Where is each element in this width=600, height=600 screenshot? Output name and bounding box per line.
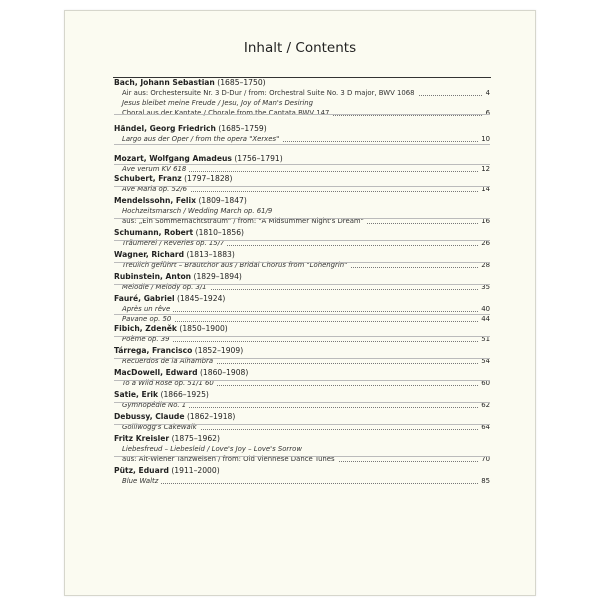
entry-separator (114, 114, 490, 115)
composer-name: Wagner, Richard (114, 250, 185, 259)
work-title: aus: „Ein Sommernachtstraum" / from: "A Midsummer Night's Dream" (122, 217, 367, 225)
entry-separator (114, 164, 490, 165)
work-title: Träumerei / Reveries op. 15/7 (122, 239, 227, 247)
work-line (114, 108, 490, 118)
page-number: 4 (483, 88, 490, 98)
composer-dates: (1862–1918) (186, 412, 236, 421)
composer-name: Fritz Kreisler (114, 434, 170, 443)
toc-entry (114, 367, 490, 388)
entry-separator (114, 358, 490, 359)
work-title: Pavane op. 50 (122, 315, 174, 323)
composer-heading (114, 323, 490, 334)
toc-entry (114, 195, 490, 226)
composer-heading (114, 271, 490, 282)
work-title: To a Wild Rose op. 51/1 60 (122, 379, 217, 387)
composer-name: Händel, Georg Friedrich (114, 124, 216, 133)
composer-heading (114, 411, 490, 422)
composer-heading (114, 367, 490, 378)
composer-heading (114, 153, 490, 164)
page-title: Inhalt / Contents (243, 40, 357, 56)
page-number: 26 (478, 238, 490, 248)
work-title: Après un rêve (122, 305, 173, 313)
entry-separator (114, 336, 490, 337)
work-line (114, 88, 490, 98)
composer-heading (114, 293, 490, 304)
page-number: 6 (483, 108, 490, 118)
composer-heading (114, 173, 490, 184)
work-title: Poème op. 39 (122, 335, 173, 343)
composer-dates: (1813–1883) (186, 250, 235, 259)
composer-dates: (1845–1924) (177, 294, 226, 303)
toc-entry (114, 249, 490, 270)
page-number: 10 (478, 134, 490, 144)
composer-dates: (1850–1900) (179, 324, 228, 333)
work-title: Hochzeitsmarsch / Wedding March op. 61/9 (122, 207, 275, 215)
book-page (64, 10, 536, 596)
composer-heading (114, 389, 490, 400)
page-number: 62 (478, 400, 490, 410)
work-title: Largo aus der Oper / from the opera "Xerxes" (122, 135, 282, 143)
page-number: 35 (478, 282, 490, 292)
toc-entry (114, 123, 490, 144)
composer-dates: (1911–2000) (171, 466, 220, 475)
toc-entry (114, 389, 490, 410)
composer-name: Tárrega, Francisco (114, 346, 193, 355)
page-number: 44 (478, 314, 490, 324)
work-title: Ave verum KV 618 (122, 165, 189, 173)
toc-entry (114, 345, 490, 366)
page-number: 85 (478, 476, 490, 486)
page-number: 64 (478, 422, 490, 432)
entry-separator (114, 402, 490, 403)
toc-entry (114, 77, 490, 118)
composer-name: Satie, Erik (114, 390, 159, 399)
page-number: 54 (478, 356, 490, 366)
entry-separator (114, 218, 490, 219)
work-line (114, 476, 490, 486)
composer-name: Mozart, Wolfgang Amadeus (114, 154, 232, 163)
work-title: Liebesfreud – Liebesleid / Love's Joy – Love's Sorrow (122, 445, 305, 453)
composer-name: Pütz, Eduard (114, 466, 169, 475)
page-number: 12 (478, 164, 490, 174)
work-title: Recuerdos de la Alhambra (122, 357, 216, 365)
entry-separator (114, 456, 490, 457)
composer-dates: (1829–1894) (193, 272, 242, 281)
composer-heading (114, 465, 490, 476)
composer-heading (114, 433, 490, 444)
composer-heading (114, 123, 490, 134)
entry-separator (114, 314, 490, 315)
composer-heading (114, 77, 490, 88)
work-title: Melodie / Melody op. 3/1 (122, 283, 210, 291)
toc-entry (114, 173, 490, 194)
composer-name: Fibich, Zdeněk (114, 324, 177, 333)
composer-name: Mendelssohn, Felix (114, 196, 197, 205)
composer-dates: (1875–1962) (171, 434, 220, 443)
composer-dates: (1685–1750) (217, 78, 266, 87)
page-number: 51 (478, 334, 490, 344)
page-number: 40 (478, 304, 490, 314)
work-title: Blue Waltz (122, 477, 161, 485)
work-title: Air aus: Orchestersuite Nr. 3 D-Dur / from: Orchestral Suite No. 3 D major, BWV 1068 (122, 89, 418, 97)
composer-name: Schubert, Franz (114, 174, 182, 183)
composer-name: Debussy, Claude (114, 412, 185, 421)
composer-name: Fauré, Gabriel (114, 294, 175, 303)
work-line (114, 98, 490, 108)
toc-entry (114, 271, 490, 292)
dot-leader (122, 304, 490, 312)
work-title: Treulich geführt – Brautchor aus / Bridal Chorus from "Lohengrin" (122, 261, 350, 269)
composer-heading (114, 249, 490, 260)
toc-entry (114, 465, 490, 486)
work-line (114, 304, 490, 314)
composer-name: MacDowell, Edward (114, 368, 198, 377)
entry-separator (114, 424, 490, 425)
work-title: Ave Maria op. 52/6 (122, 185, 190, 193)
composer-dates: (1685–1759) (218, 124, 267, 133)
entry-separator (114, 186, 490, 187)
composer-heading (114, 345, 490, 356)
toc-entry (114, 323, 490, 344)
work-line (114, 206, 490, 216)
composer-name: Bach, Johann Sebastian (114, 78, 215, 87)
composer-heading (114, 227, 490, 238)
composer-dates: (1860–1908) (199, 368, 249, 377)
entry-separator (114, 262, 490, 263)
work-title: Gymnopédie No. 1 (122, 401, 189, 409)
composer-dates: (1756–1791) (234, 154, 283, 163)
toc-entry (114, 227, 490, 248)
work-title: Golliwogg's Cakewalk (122, 423, 200, 431)
page-number: 70 (478, 454, 490, 464)
entry-separator (114, 380, 490, 381)
work-title: Choral aus der Kantate / Chorale from the Cantata BWV 147 (122, 109, 332, 117)
toc-entry (114, 411, 490, 432)
entry-separator (114, 284, 490, 285)
page-number: 28 (478, 260, 490, 270)
page-number: 60 (478, 378, 490, 388)
work-line (114, 134, 490, 144)
work-line (114, 444, 490, 454)
toc-entry (114, 293, 490, 324)
composer-dates: (1797–1828) (184, 174, 233, 183)
composer-name: Rubinstein, Anton (114, 272, 192, 281)
page-number: 16 (478, 216, 490, 226)
dot-leader (122, 314, 490, 322)
composer-dates: (1809–1847) (198, 196, 247, 205)
toc-entry (114, 433, 490, 464)
composer-dates: (1866–1925) (160, 390, 209, 399)
composer-dates: (1810–1856) (195, 228, 244, 237)
dot-leader (122, 476, 490, 484)
work-title: aus: Alt-Wiener Tanzweisen / from: Old Viennese Dance Tunes (122, 455, 338, 463)
work-title: Jesus bleibet meine Freude / Jesu, Joy of Man's Desiring (122, 99, 316, 107)
entry-separator (114, 144, 490, 145)
composer-name: Schumann, Robert (114, 228, 194, 237)
composer-dates: (1852–1909) (194, 346, 244, 355)
composer-heading (114, 195, 490, 206)
entry-separator (114, 240, 490, 241)
page-number: 14 (478, 184, 490, 194)
